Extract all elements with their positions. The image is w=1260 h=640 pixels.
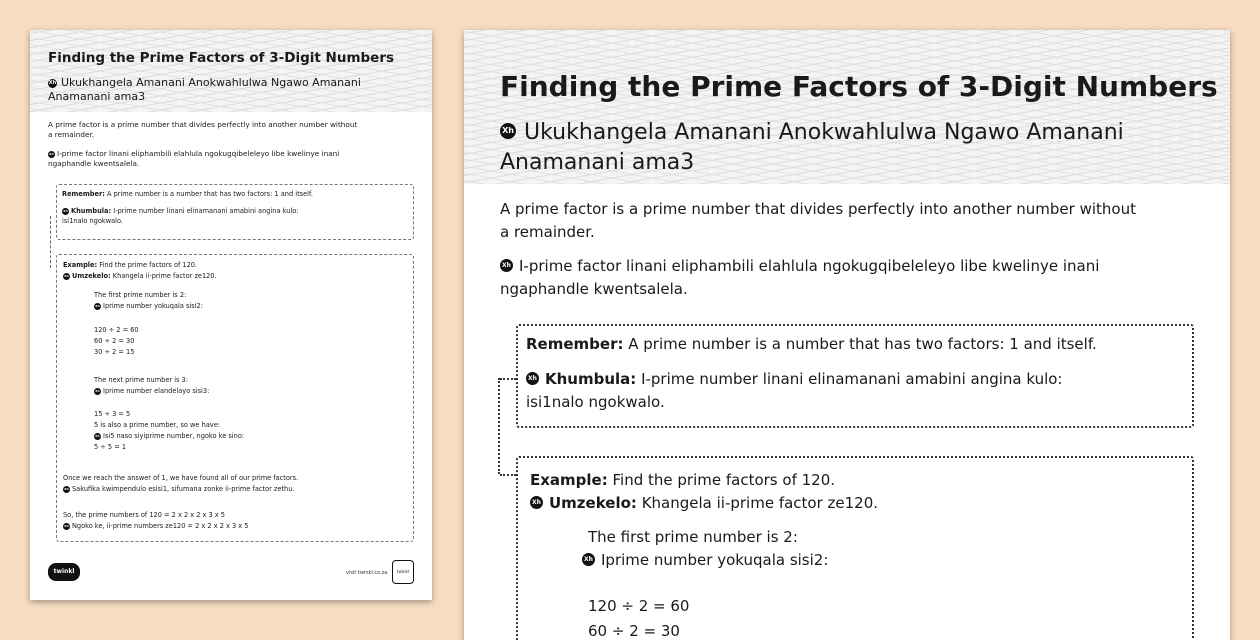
xhosa-badge-icon: Xh (95, 388, 100, 393)
thumb-umzekelo: Xh Umzekelo: Khangela ii-prime factor ze120. (64, 272, 217, 280)
thumb-intro-xh-1: Xh I-prime factor linani eliphambili elahlula ngokugqibeleleyo libe kwelinye inani (49, 149, 340, 158)
zoomed-header (464, 30, 1230, 184)
thumb-step3-xh: Xh Isi5 naso siyiprime number, ngoko ke sino: (95, 432, 245, 440)
thumbnail-subtitle: Xh Ukukhangela Amanani Anokwahlulwa Ngawo Amanani Anamanani ama3 (48, 76, 361, 103)
xhosa-badge-icon: Xh (64, 523, 69, 528)
xhosa-badge-icon: Xh (582, 553, 595, 566)
remember-line: Remember: A prime number is a number that has two factors: 1 and itself. (526, 335, 1097, 353)
thumb-step2-en: The next prime number is 3: (94, 376, 188, 384)
thumb-step3-en: 5 is also a prime number, so we have: (94, 421, 220, 429)
thumb-example: Example: Find the prime factors of 120. (63, 261, 198, 269)
intro-xh-2: ngaphandle kwentsalela. (500, 280, 688, 298)
calc1-0: 120 ÷ 2 = 60 (588, 597, 690, 615)
xhosa-badge-icon: Xh (64, 273, 69, 278)
thumb-step1-xh: Xh Iprime number yokuqala sisi2: (95, 302, 203, 310)
xhosa-badge-icon: Xh (500, 123, 516, 139)
step1-xh: Xh Iprime number yokuqala sisi2: (582, 549, 828, 572)
xhosa-badge-icon: Xh (530, 496, 543, 509)
thumb-calc1-1: 60 ÷ 2 = 30 (94, 337, 135, 345)
page-subtitle: Xh Ukukhangela Amanani Anokwahlulwa Ngawo Amanani Anamanani ama3 (500, 120, 1124, 175)
thumb-step2-xh: Xh Iprime number elandelayo sisi3: (95, 387, 210, 395)
thumb-calc2: 15 ÷ 3 = 5 (94, 410, 131, 418)
connector-top (500, 378, 516, 380)
example-line: Example: Find the prime factors of 120. (530, 471, 836, 489)
intro-en-2: a remainder. (500, 223, 595, 241)
xhosa-badge-icon: Xh (95, 433, 100, 438)
thumb-khumbula-2: isi1nalo ngokwalo. (62, 217, 123, 225)
thumbnail-title: Finding the Prime Factors of 3-Digit Numbers (48, 50, 395, 66)
connector-vertical (498, 378, 500, 474)
xhosa-badge-icon: Xh (526, 372, 539, 385)
xhosa-badge-icon: Xh (63, 208, 68, 213)
thumb-calc1-2: 30 ÷ 2 = 15 (94, 348, 135, 356)
intro-xh-1: Xh I-prime factor linani eliphambili elahlula ngokugqibeleleyo libe kwelinye inani (500, 255, 1099, 278)
thumb-remember: Remember: A prime number is a number that has two factors: 1 and itself. (62, 190, 313, 198)
thumb-final-xh: Xh Ngoko ke, ii-prime numbers ze120 = 2 x 2 x 2 x 3 x 5 (64, 522, 249, 530)
calc1-1: 60 ÷ 2 = 30 (588, 622, 680, 640)
xhosa-badge-icon: Xh (95, 303, 100, 308)
thumbnail-header (30, 30, 432, 112)
footer-url: visit twinkl.co.za (346, 570, 388, 576)
intro-en-1: A prime factor is a prime number that divides perfectly into another number without (500, 200, 1136, 218)
thumb-calc1-0: 120 ÷ 2 = 60 (94, 326, 139, 334)
worksheet-thumbnail[interactable] (30, 30, 432, 600)
thumb-step1-en: The first prime number is 2: (94, 291, 187, 299)
thumb-calc3: 5 ÷ 5 = 1 (94, 443, 127, 451)
xhosa-badge-icon: Xh (64, 486, 69, 491)
thumb-connector (50, 216, 51, 268)
thumb-final-en: So, the prime numbers of 120 = 2 x 2 x 2 x 3 x 5 (63, 511, 226, 519)
step1-en: The first prime number is 2: (588, 528, 798, 546)
twinkl-badge-icon: twinkl (392, 560, 414, 584)
thumb-concl-en: Once we reach the answer of 1, we have found all of our prime factors. (63, 474, 299, 482)
twinkl-logo-icon: twinkl (48, 563, 80, 581)
thumb-intro-en-2: a remainder. (48, 130, 95, 139)
page-title: Finding the Prime Factors of 3-Digit Numbers (500, 70, 1218, 103)
khumbula-line: Xh Khumbula: I-prime number linani elinamanani amabini angina kulo: (526, 368, 1062, 391)
thumb-intro-en-1: A prime factor is a prime number that divides perfectly into another number without (48, 120, 358, 129)
thumb-khumbula: Xh Khumbula: I-prime number linani elinamanani amabini angina kulo: (63, 207, 299, 215)
khumbula-line-2: isi1nalo ngokwalo. (526, 393, 665, 411)
connector-bottom (500, 474, 516, 476)
thumb-concl-xh: Xh Sakufika kwimpendulo esisi1, sifumana zonke ii-prime factor zethu. (64, 485, 295, 493)
xhosa-badge-icon: Xh (49, 151, 54, 156)
worksheet-zoomed (464, 30, 1230, 640)
xhosa-badge-icon: Xh (500, 259, 513, 272)
umzekelo-line: Xh Umzekelo: Khangela ii-prime factor ze120. (530, 492, 878, 515)
thumb-intro-xh-2: ngaphandle kwentsalela. (48, 159, 140, 168)
xhosa-badge-icon: Xh (48, 79, 57, 86)
